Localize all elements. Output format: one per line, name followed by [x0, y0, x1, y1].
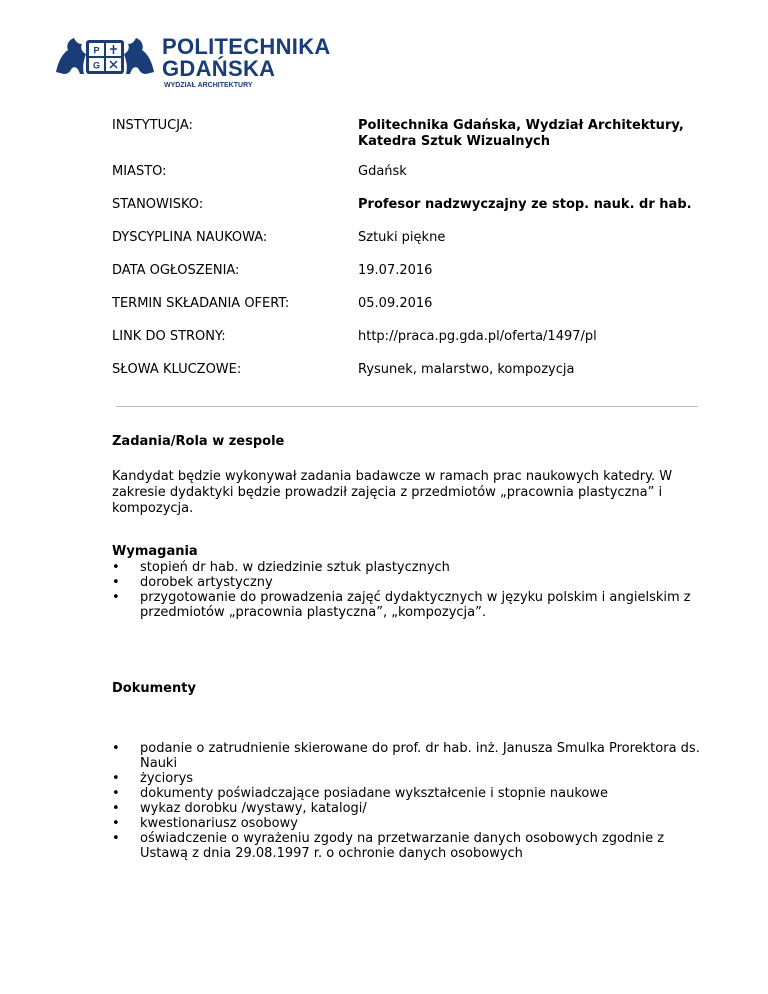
info-value: Rysunek, malarstwo, kompozycja	[358, 362, 575, 377]
info-row-deadline	[112, 290, 712, 323]
list-item: • oświadczenie o wyrażeniu zgody na przetwarzanie danych osobowych zgodnie z Ustawą z dnia 29.08.1997 r. o ochronie danych osobowych	[112, 831, 712, 861]
info-value: Gdańsk	[358, 164, 407, 179]
list-item: • przygotowanie do prowadzenia zajęć dydaktycznych w języku polskim i angielskim z przedmiotów „pracownia plastyczna”, „kompozycja”.	[112, 590, 712, 620]
requirements-list	[112, 560, 712, 620]
info-value: Sztuki piękne	[358, 230, 446, 245]
info-label: LINK DO STRONY:	[112, 329, 226, 344]
info-label: INSTYTUCJA:	[112, 118, 193, 133]
documents-list	[112, 741, 712, 861]
info-row-date	[112, 257, 712, 290]
info-row-discipline	[112, 224, 712, 257]
info-label: MIASTO:	[112, 164, 167, 179]
list-item: • dokumenty poświadczające posiadane wykształcenie i stopnie naukowe	[112, 786, 712, 801]
info-row-institution	[112, 112, 712, 158]
logo-name-line2: GDAŃSKA	[162, 56, 276, 81]
info-label: DATA OGŁOSZENIA:	[112, 263, 240, 278]
info-row-position	[112, 191, 712, 224]
crest-letter-p: P	[93, 45, 100, 56]
divider	[116, 406, 698, 407]
info-row-link	[112, 323, 712, 356]
info-value: 19.07.2016	[358, 263, 433, 278]
info-label: STANOWISKO:	[112, 197, 204, 212]
tasks-text: Kandydat będzie wykonywał zadania badawcze w ramach prac naukowych katedry. W zakresie dydaktyki będzie prowadził zajęcia z przedmiotów „pracownia plastyczna” i kompozycja.	[112, 469, 673, 516]
requirements-title: Wymagania	[112, 544, 198, 559]
logo-name-line1: POLITECHNIKA	[162, 34, 331, 59]
info-row-city	[112, 158, 712, 191]
crest-letter-g: G	[92, 60, 101, 71]
logo-faculty: WYDZIAŁ ARCHITEKTURY	[164, 82, 253, 89]
info-row-keywords	[112, 356, 712, 389]
job-info-table	[112, 112, 712, 389]
info-label: TERMIN SKŁADANIA OFERT:	[112, 296, 290, 311]
list-item: • życiorys	[112, 771, 712, 786]
documents-title: Dokumenty	[112, 681, 196, 696]
list-item: • stopień dr hab. w dziedzinie sztuk plastycznych	[112, 560, 712, 575]
list-item: • kwestionariusz osobowy	[112, 816, 712, 831]
university-logo	[54, 32, 331, 94]
job-link[interactable]: http://praca.pg.gda.pl/oferta/1497/pl	[358, 329, 597, 344]
list-item: • podanie o zatrudnienie skierowane do prof. dr hab. inż. Janusza Smulka Prorektora ds. Nauki	[112, 741, 712, 771]
tasks-title: Zadania/Rola w zespole	[112, 434, 285, 449]
list-item: • dorobek artystyczny	[112, 575, 712, 590]
info-value: Profesor nadzwyczajny ze stop. nauk. dr hab.	[358, 197, 692, 212]
info-value: 05.09.2016	[358, 296, 433, 311]
info-value: Politechnika Gdańska, Wydział Architektury, Katedra Sztuk Wizualnych	[358, 118, 684, 149]
crest-icon	[54, 32, 156, 82]
info-label: SŁOWA KLUCZOWE:	[112, 362, 242, 377]
info-label: DYSCYPLINA NAUKOWA:	[112, 230, 268, 245]
list-item: • wykaz dorobku /wystawy, katalogi/	[112, 801, 712, 816]
